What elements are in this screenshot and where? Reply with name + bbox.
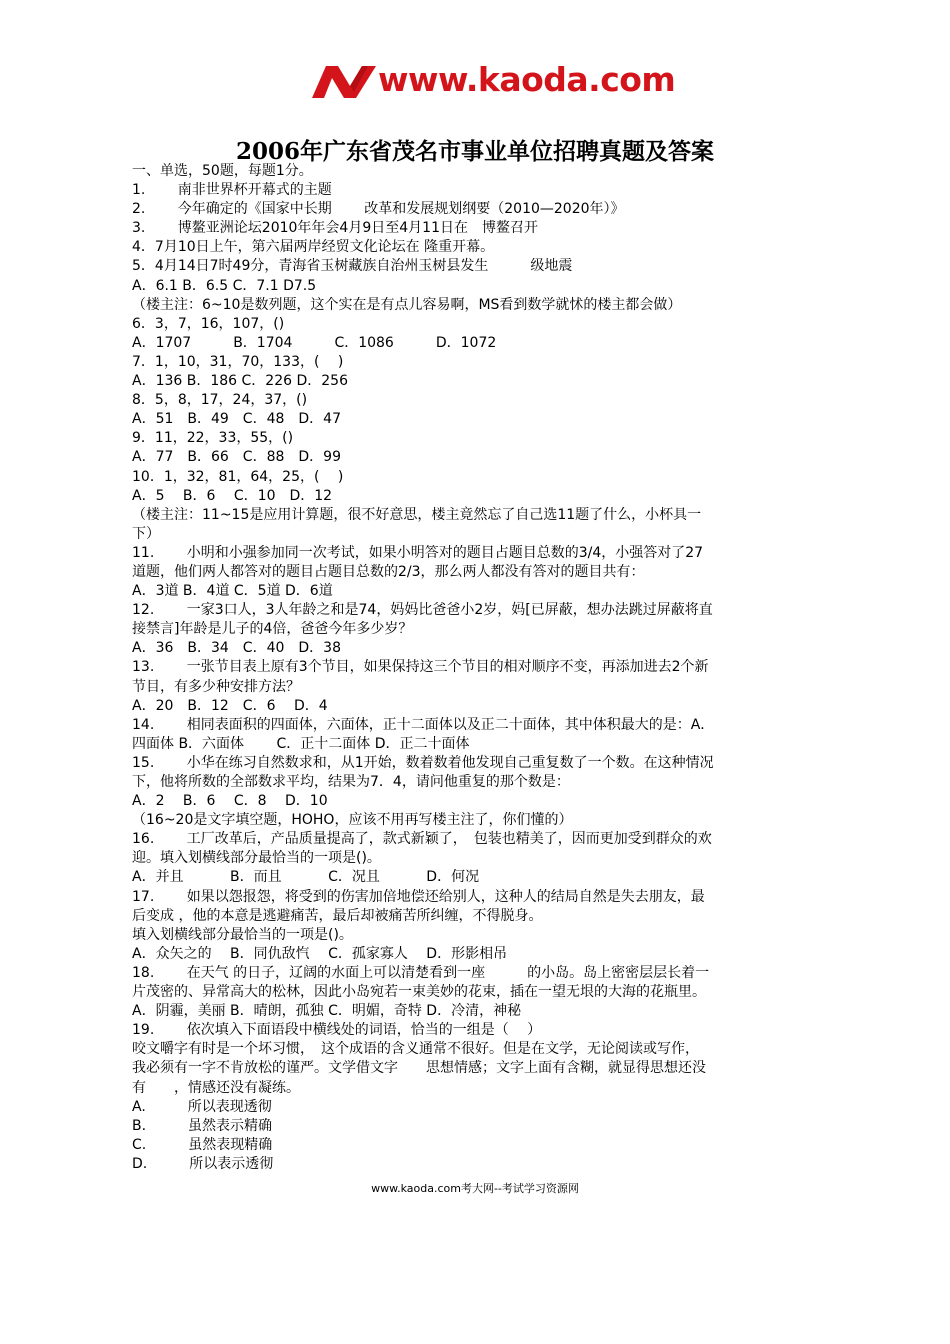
text-line: （楼主注：6~10是数列题，这个实在是有点儿容易啊，MS看到数学就怵的楼主都会做） [132, 296, 682, 313]
text-line: （楼主注：11~15是应用计算题，很不好意思，楼主竟然忘了自己选11题了什么，小杯具一 [132, 506, 702, 523]
text-line: A．36 B．34 C．40 D．38 [132, 640, 341, 657]
text-line: D. 所以表示透彻 [132, 1155, 274, 1172]
text-line: 后变成 ，他的本意是逃避痛苦，最后却被痛苦所纠缠，不得脱身。 [132, 907, 543, 924]
text-line: A．6.1 B．6.5 C．7.1 D7.5 [132, 277, 317, 294]
text-line: 1. 南非世界杯开幕式的主题 [132, 182, 332, 199]
text-line: 8．5，8，17，24，37，() [132, 392, 308, 409]
text-line: A．136 B．186 C．226 D．256 [132, 373, 348, 390]
kaoda-logo-icon [310, 64, 382, 100]
document-title: 2006年广东省茂名市事业单位招聘真题及答案 [235, 138, 714, 165]
text-line: A．77 B．66 C．88 D．99 [132, 449, 341, 466]
text-line: 迎。填入划横线部分最恰当的一项是()。 [132, 850, 381, 867]
text-line: 填入划横线部分最恰当的一项是()。 [132, 926, 353, 943]
text-line: 四面体 B．六面体 C．正十二面体 D．正二十面体 [132, 735, 470, 752]
text-line: A．51 B．49 C．48 D．47 [132, 411, 341, 428]
text-line: 2. 今年确定的《国家中长期 改革和发展规划纲要（2010—2020年）》 [132, 201, 625, 218]
text-line: 4．7月10日上午，第六届两岸经贸文化论坛在 隆重开幕。 [132, 239, 495, 256]
page-footer: www.kaoda.com考大网--考试学习资源网 [371, 1182, 579, 1195]
text-line: 6．3，7，16，107，() [132, 315, 285, 332]
text-line: 5．4月14日7时49分，青海省玉树藏族自治州玉树县发生 级地震 [132, 258, 573, 275]
text-line: 节目，有多少种安排方法？ [132, 678, 300, 695]
text-line: 3. 博鳌亚洲论坛2010年年会4月9日至4月11日在 博鳌召开 [132, 220, 538, 237]
text-line: 12. 一家3口人，3人年龄之和是74，妈妈比爸爸小2岁，妈[已屏蔽，想办法跳过屏蔽将直 [132, 602, 713, 619]
site-logo[interactable] [310, 58, 676, 106]
text-line: 14. 相同表面积的四面体，六面体，正十二面体以及正二十面体，其中体积最大的是：A． [132, 716, 715, 733]
text-line: 17. 如果以怨报怨，将受到的伤害加倍地偿还给别人，这种人的结局自然是失去朋友，最 [132, 888, 705, 905]
text-line: 接禁言]年龄是儿子的4倍，爸爸今年多少岁？ [132, 621, 413, 638]
text-line: 9．11，22，33，55，() [132, 430, 294, 447]
text-line: 15. 小华在练习自然数求和，从1开始，数着数着他发现自己重复数了一个数。在这种情况 [132, 754, 714, 771]
text-line: 片茂密的、异常高大的松林，因此小岛宛若一束美妙的花束，插在一望无垠的大海的花瓶里。 [132, 984, 706, 1001]
text-line: 咬文嚼字有时是一个坏习惯， 这个成语的含义通常不很好。但是在文学，无论阅读或写作， [132, 1041, 699, 1058]
text-line: 11. 小明和小强参加同一次考试，如果小明答对的题目占题目总数的3/4，小强答对了27 [132, 544, 704, 561]
text-line: 19. 依次填入下面语段中横线处的词语，恰当的一组是（ ） [132, 1022, 542, 1039]
text-line: 一、单选，50题，每题1分。 [132, 163, 313, 179]
text-line: 下，他将所数的全部数求平均，结果为7．4，请问他重复的那个数是： [132, 774, 570, 790]
text-line: A．1707 B．1704 C．1086 D．1072 [132, 334, 497, 351]
text-line: 7．1，10，31，70，133，( ) [132, 353, 344, 370]
document-body [132, 162, 832, 1174]
text-line: A．并且 B．而且 C．况且 D．何况 [132, 869, 480, 886]
text-line: 10．1，32，81，64，25，( ) [132, 468, 344, 485]
text-line: 13. 一张节目表上原有3个节目，如果保持这三个节目的相对顺序不变，再添加进去2个新 [132, 659, 709, 676]
text-line: B. 虽然表示精确 [132, 1117, 273, 1134]
text-line: 18. 在天气 的日子，辽阔的水面上可以清楚看到一座 的小岛。岛上密密层层长着一 [132, 964, 710, 981]
text-line: 16. 工厂改革后，产品质量提高了，款式新颖了， 包装也精美了，因而更加受到群众的欢 [132, 831, 712, 848]
logo-text: www.kaoda.com [378, 60, 676, 99]
text-line: 我必须有一字不肯放松的谨严。文学借文字 思想情感；文字上面有含糊，就显得思想还没 [132, 1060, 706, 1077]
text-line: 道题，他们两人都答对的题目占题目总数的2/3，那么两人都没有答对的题目共有： [132, 563, 645, 580]
text-line: A．阴霾，美丽 B．晴朗，孤独 C．明媚，奇特 D．冷清，神秘 [132, 1003, 522, 1020]
text-line: A. 所以表现透彻 [132, 1098, 272, 1115]
text-line: A．5 B．6 C．10 D．12 [132, 487, 333, 504]
text-line: A．2 B．6 C．8 D．10 [132, 793, 328, 810]
text-line: 下） [132, 525, 160, 542]
text-line: A．众矢之的 B．同仇敌忾 C．孤家寡人 D．形影相吊 [132, 945, 508, 962]
text-line: （16~20是文字填空题，HOHO，应该不用再写楼主注了，你们懂的） [132, 812, 573, 829]
text-line: C. 虽然表现精确 [132, 1136, 273, 1153]
text-line: A．20 B．12 C．6 D．4 [132, 697, 328, 714]
text-line: A．3道 B．4道 C．5道 D．6道 [132, 583, 333, 600]
text-line: 有 ，情感还没有凝练。 [132, 1079, 300, 1096]
